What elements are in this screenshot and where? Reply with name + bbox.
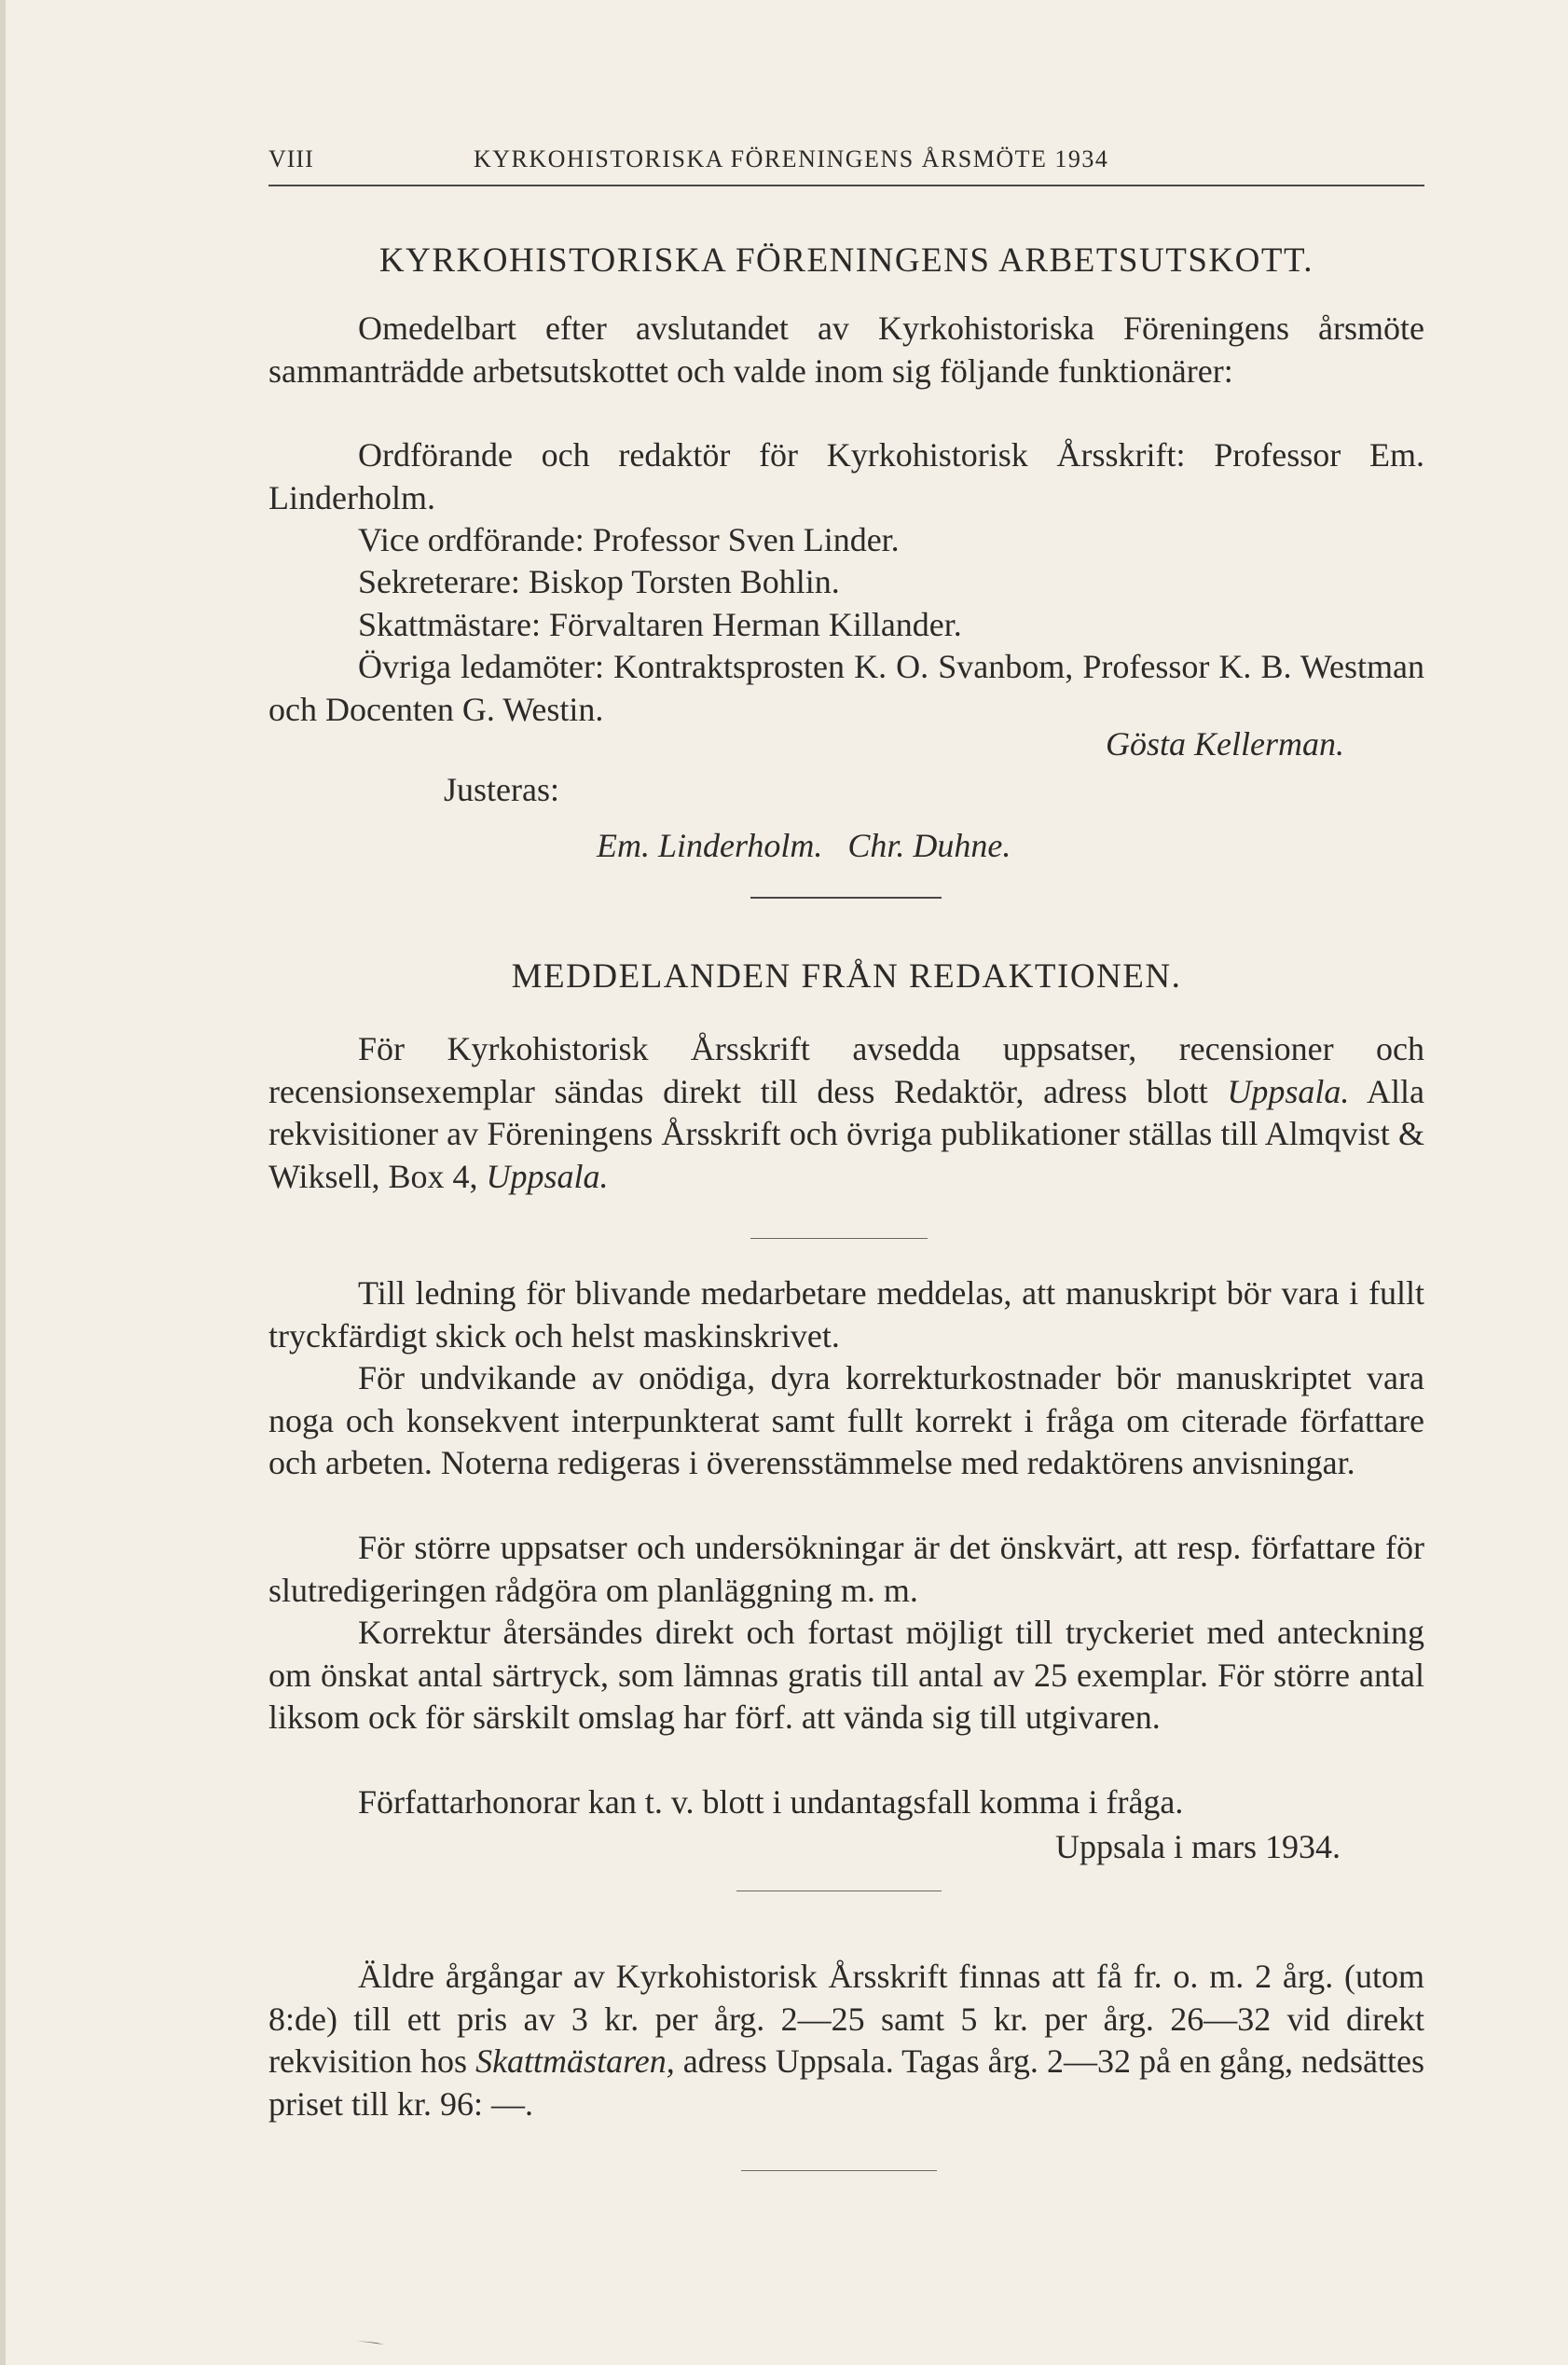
role-secretary: Sekreterare: Biskop Torsten Bohlin. (358, 563, 840, 600)
attest-label: Justeras: (444, 771, 559, 808)
submission-city: Uppsala. (1227, 1072, 1350, 1110)
running-header (268, 138, 1424, 186)
submission-text: För Kyrkohistorisk Årsskrift avsedda uppsatser, recensioner och recensionsexemplar sändas direkt till dess Redaktör, adress blott (268, 1030, 1424, 1110)
attest-signers: Em. Linderholm. Chr. Duhne. (597, 827, 1011, 864)
back-issues-paragraph (268, 1956, 1424, 2125)
role-vice-chair: Vice ordförande: Professor Sven Linder. (358, 521, 900, 558)
back-issues-text: Äldre årgångar av Kyrkohistorisk Årsskrift finnas att få fr. o. m. 2 årg. (utom 8:de) till ett pris av 3 kr. per årg. 2—25 samt 5 kr. per årg. 26—32 vid direkt rekvisition hos (268, 1958, 1424, 2080)
role-treasurer: Skattmästare: Förvaltaren Herman Killander. (358, 606, 962, 643)
contributor-paragraph-4: Korrektur återsändes direkt och fortast möjligt till tryckeriet med anteckning om önskat antal särtryck, som lämnas gratis till antal av 25 exemplar. För större antal liksom ock för särskilt omslag har förf. att vända sig till utgivaren. (268, 1614, 1424, 1736)
role-members: Övriga ledamöter: Kontraktsprosten K. O. Svanbom, Professor K. B. Westman och Docenten G. Westin. (268, 648, 1424, 728)
role-chair: Ordförande och redaktör för Kyrkohistorisk Årsskrift: Professor Em. Linderholm. (268, 436, 1424, 516)
running-title: KYRKOHISTORISKA FÖRENINGENS ÅRSMÖTE 1934 (474, 145, 1109, 172)
page-number: VIII (268, 145, 314, 172)
orders-text: Alla rekvisitioner av Föreningens Årsskrift och övriga publikationer ställas till Almqvist & Wiksell, Box 4, (268, 1072, 1425, 1195)
contributor-paragraph-5: Författarhonorar kan t. v. blott i undantagsfall komma i fråga. (358, 1783, 1184, 1821)
contributor-paragraph-2: För undvikande av onödiga, dyra korrekturkostnader bör manuskriptet vara noga och konsekvent interpunkterat samt fullt korrekt i fråga om citerade författare och arbeten. Noterna redigeras i överensstämmelse med redaktörens anvisningar. (268, 1359, 1424, 1481)
treasurer-term: Skattmästaren, (475, 2042, 675, 2080)
page-edge (0, 0, 6, 2365)
end-rule (741, 2170, 937, 2171)
submission-paragraph (268, 1028, 1424, 1198)
notices-heading: MEDDELANDEN FRÅN REDAKTIONEN. (511, 957, 1182, 996)
place-date: Uppsala i mars 1934. (1055, 1828, 1341, 1865)
committee-intro: Omedelbart efter avslutandet av Kyrkohistoriska Föreningens årsmöte sammanträdde arbetsutskottet och valde inom sig följande funktionärer: (268, 309, 1424, 390)
signature: Gösta Kellerman. (1106, 725, 1344, 763)
section-divider (750, 897, 942, 899)
back-issues-text-end: adress Uppsala. Tagas årg. 2—32 på en gång, nedsättes priset till kr. 96: —. (268, 2042, 1425, 2123)
contributor-paragraph-1: Till ledning för blivande medarbetare meddelas, att manuskript bör vara i fullt tryckfärdigt skick och helst maskinskrivet. (268, 1274, 1424, 1354)
contributor-paragraph-3: För större uppsatser och undersökningar är det önskvärt, att resp. författare för slutredigeringen rådgöra om planläggning m. m. (268, 1529, 1424, 1609)
committee-heading: KYRKOHISTORISKA FÖRENINGENS ARBETSUTSKOTT. (378, 241, 1314, 280)
orders-city: Uppsala. (486, 1157, 609, 1195)
section-divider-small (750, 1238, 928, 1239)
printer-mark-icon (356, 2340, 384, 2345)
